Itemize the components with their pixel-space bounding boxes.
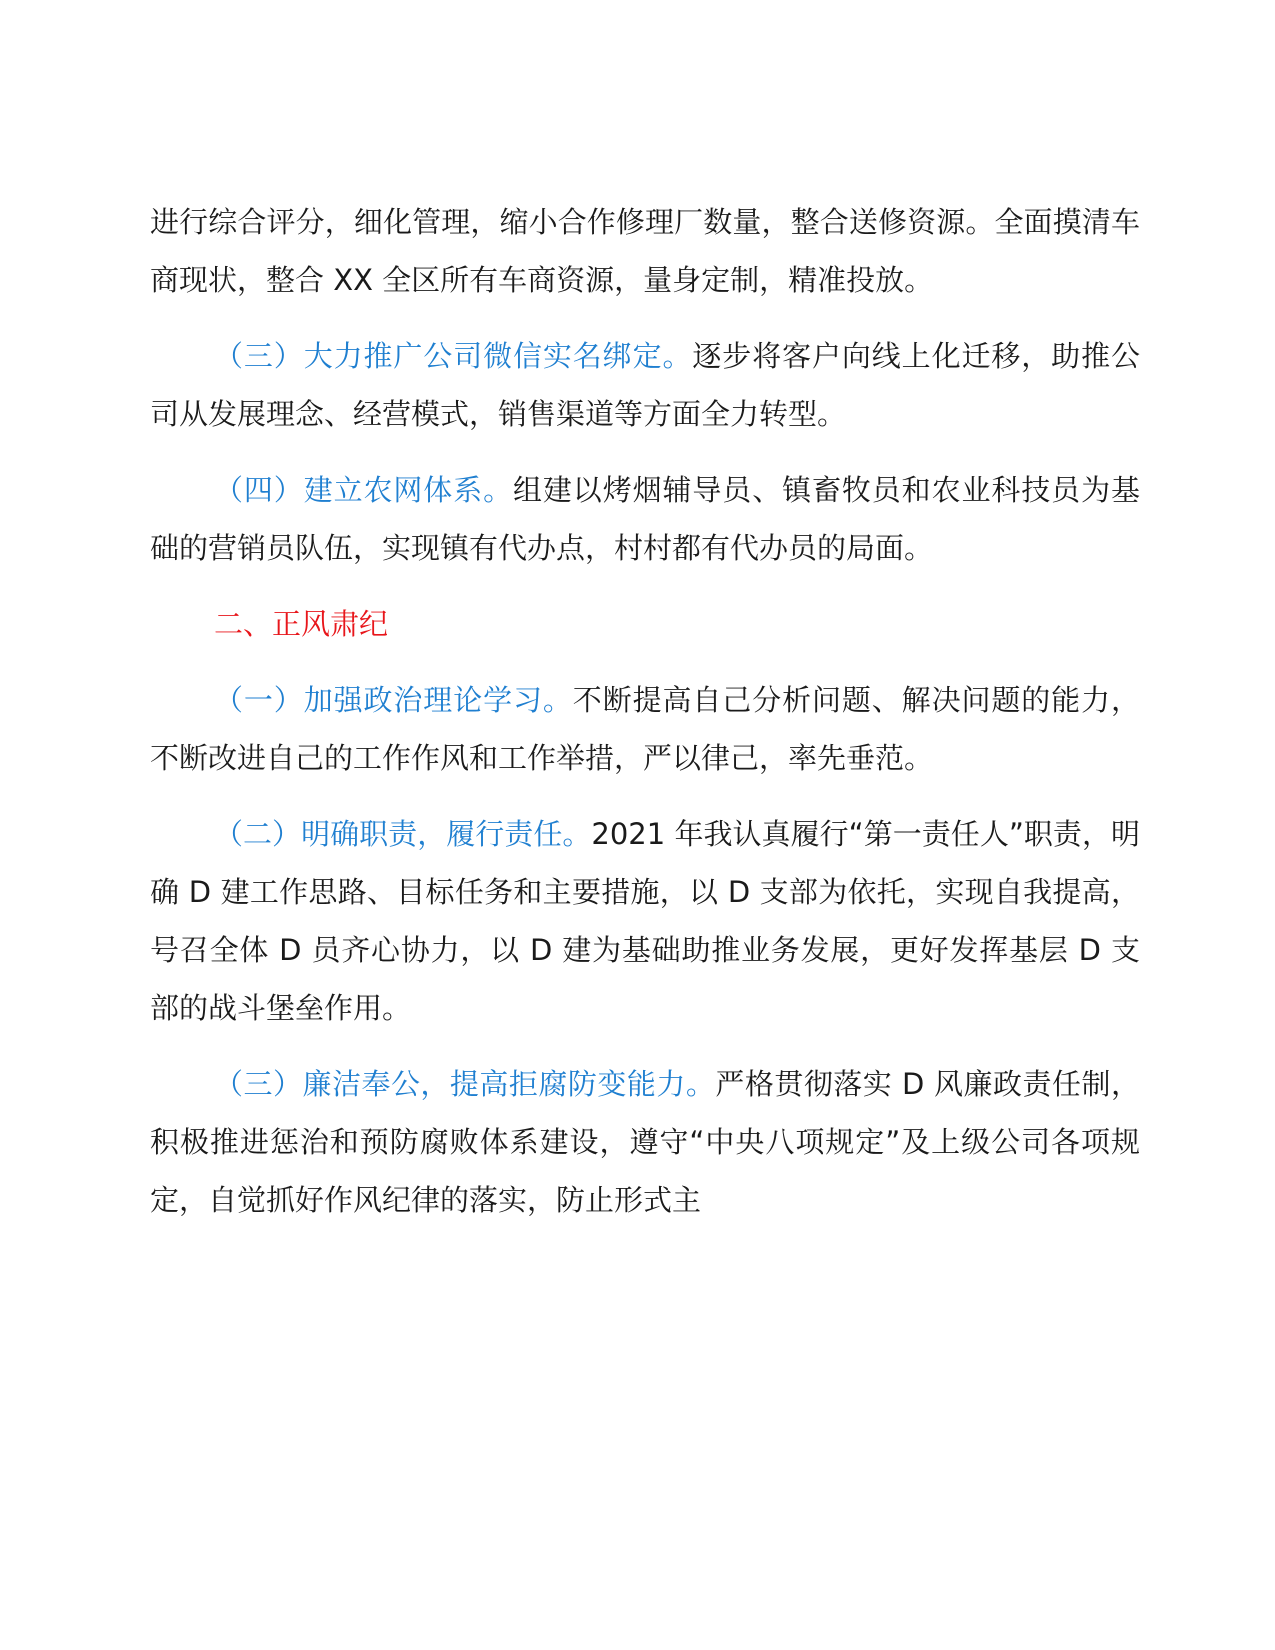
- paragraph-body: 不断提高自己分析问题、解决问题的能力，不断改进自己的工作作风和工作举措，严以律己，率先垂范。: [150, 683, 1140, 775]
- paragraph-rural-network: [150, 461, 1140, 577]
- paragraph-body: 逐步将客户向线上化迁移，助推公司从发展理念、经营模式，销售渠道等方面全力转型。: [150, 339, 1140, 431]
- paragraph-title: （二）明确职责，履行责任。: [214, 817, 592, 851]
- paragraph-integrity: [150, 1055, 1140, 1229]
- paragraph-title: （三）廉洁奉公，提高拒腐防变能力。: [214, 1067, 716, 1101]
- paragraph-title: （一）加强政治理论学习。: [214, 683, 573, 717]
- paragraph-political-study: [150, 671, 1140, 787]
- paragraph-body: 2021 年我认真履行“第一责任人”职责，明确 D 建工作思路、目标任务和主要措施，以 D 支部为依托，实现自我提高，号召全体 D 员齐心协力，以 D 建为基础助推业务发展，更好发挥基层 D 支部的战斗堡垒作用。: [150, 817, 1140, 1025]
- paragraph-body: 组建以烤烟辅导员、镇畜牧员和农业科技员为基础的营销员队伍，实现镇有代办点，村村都有代办员的局面。: [150, 473, 1140, 565]
- section-heading: 二、正风肃纪: [214, 607, 389, 641]
- paragraph-title: （三）大力推广公司微信实名绑定。: [214, 339, 693, 373]
- paragraph-body: 严格贯彻落实 D 风廉政责任制，积极推进惩治和预防腐败体系建设，遵守“中央八项规定”及上级公司各项规定，自觉抓好作风纪律的落实，防止形式主: [150, 1067, 1140, 1217]
- paragraph-title: （四）建立农网体系。: [214, 473, 513, 507]
- document-page: [150, 193, 1140, 1247]
- paragraph-wechat-binding: [150, 327, 1140, 443]
- paragraph-responsibility: [150, 805, 1140, 1037]
- paragraph-continuation: [150, 193, 1140, 309]
- paragraph-body: 进行综合评分，细化管理，缩小合作修理厂数量，整合送修资源。全面摸清车商现状，整合 XX 全区所有车商资源，量身定制，精准投放。: [150, 205, 1140, 297]
